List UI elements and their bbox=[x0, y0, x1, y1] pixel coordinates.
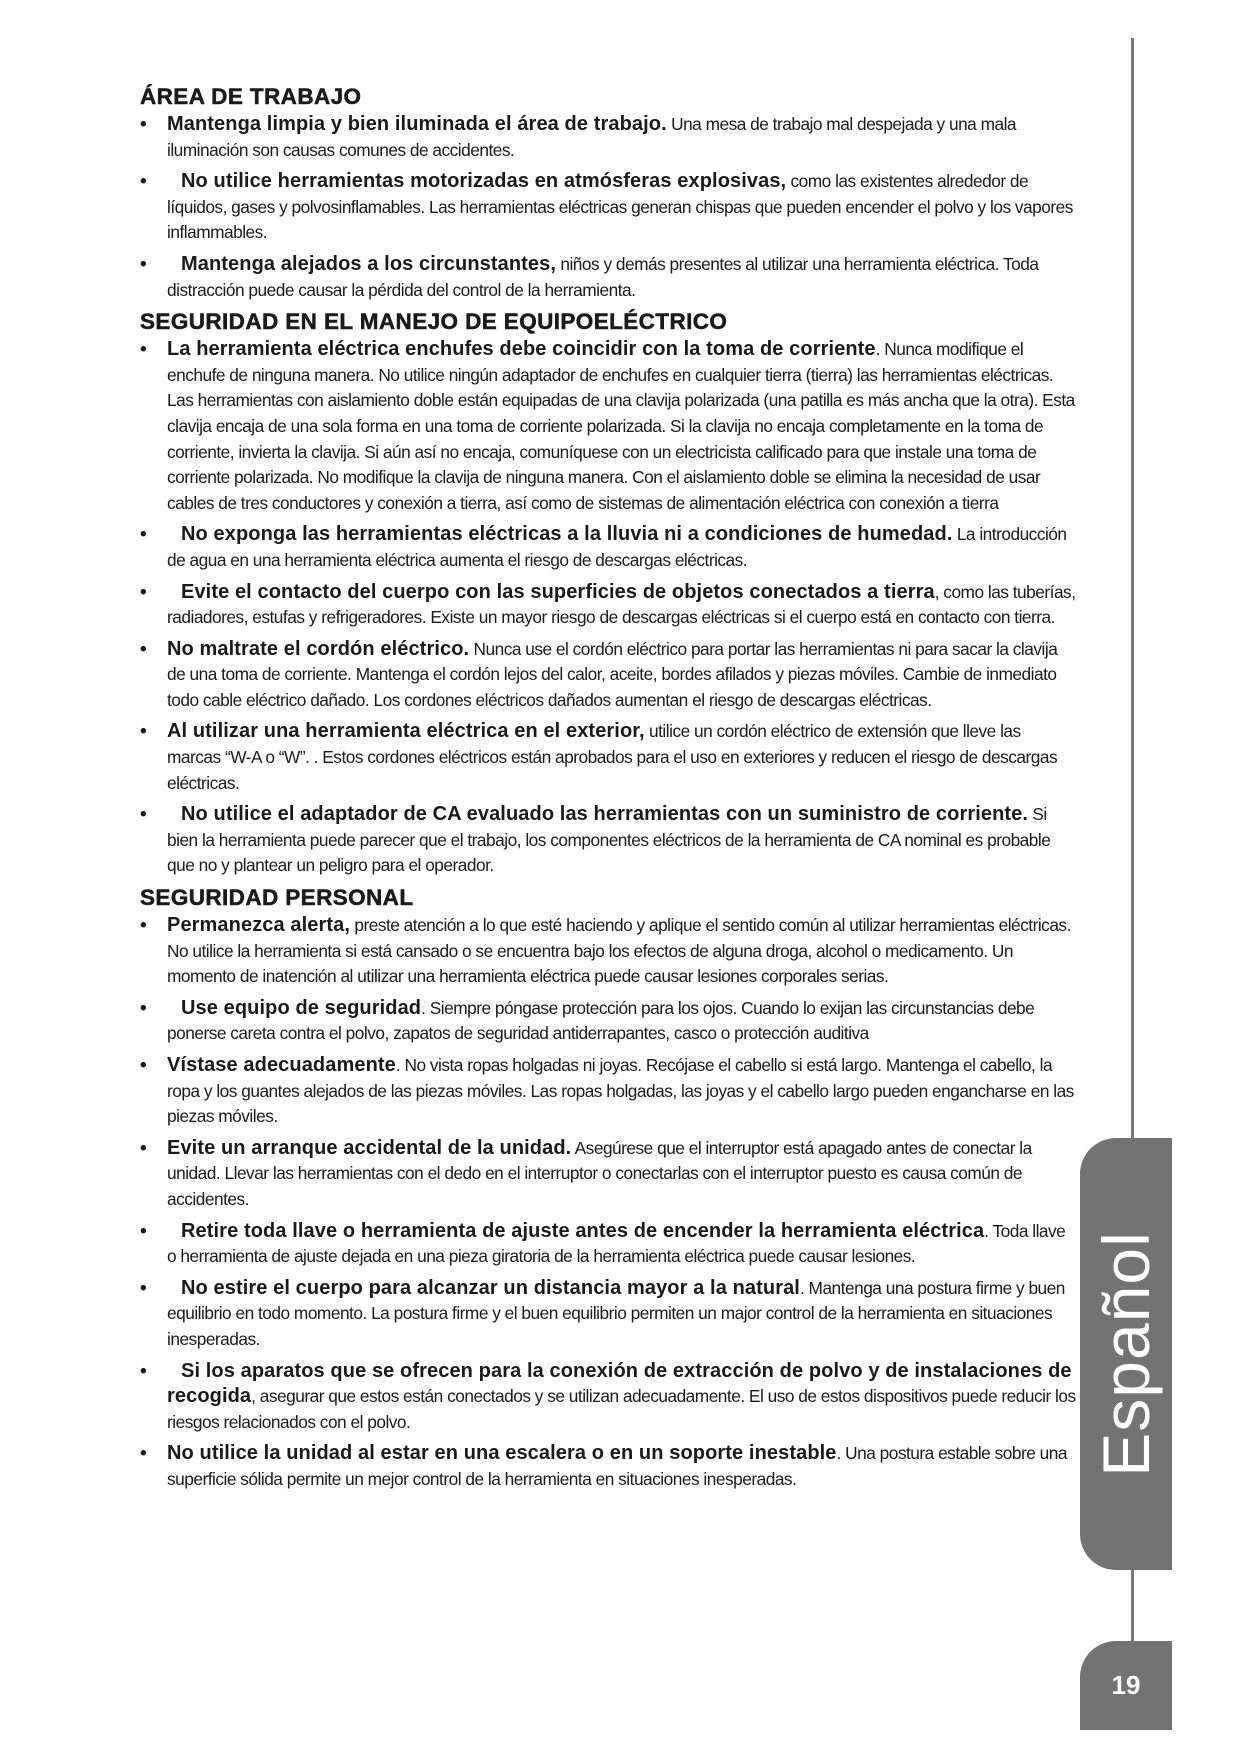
list-item bbox=[140, 996, 1078, 1047]
list-item bbox=[140, 1136, 1078, 1213]
item-body: niños y demás presentes al utilizar una herramienta eléctrica. Toda distracción puede causar la pérdida del control de la herramienta. bbox=[167, 253, 1039, 300]
item-lead: Mantenga alejados a los circunstantes, bbox=[181, 252, 557, 275]
item-body: Nunca use el cordón eléctrico para portar las herramientas ni para sacar la clavija de una toma de corriente. Mantenga el cordón lejos del calor, aceite, bordes afilados y piezas móviles. Cambie de inmediato todo cable eléctrico dañado. Los cordones eléctricos dañados aumentan el riesgo de descargas eléctricas. bbox=[167, 638, 1058, 710]
list-item bbox=[140, 802, 1078, 879]
list-item bbox=[140, 1219, 1078, 1270]
language-tab-label: Español bbox=[1089, 1231, 1163, 1477]
item-body: , como las tuberías, radiadores, estufas y refrigeradores. Existe un mayor riesgo de descargas eléctricas si el cuerpo está en contacto con tierra. bbox=[167, 581, 1076, 628]
list-item bbox=[140, 112, 1078, 163]
list-item bbox=[140, 1441, 1078, 1492]
section-heading: SEGURIDAD EN EL MANEJO DE EQUIPOELÉCTRICO bbox=[140, 309, 728, 335]
item-body: . Siempre póngase protección para los ojos. Cuando lo exijan las circunstancias debe ponerse careta contra el polvo, zapatos de seguridad antiderrapantes, casco o protección auditiva bbox=[167, 997, 1035, 1044]
document-body bbox=[140, 84, 1078, 1499]
item-body: preste atención a lo que esté haciendo y aplique el sentido común al utilizar herramientas eléctricas. No utilice la herramienta si está cansado o se encuentra bajo los efectos de alguna droga, alcohol o medicamento. Un momento de inatención al utilizar una herramienta eléctrica puede causar lesiones corporales serias. bbox=[167, 915, 1071, 987]
section-seguridad-personal bbox=[140, 885, 1078, 1492]
list-item bbox=[140, 1053, 1078, 1130]
section-seguridad-equipo-electrico bbox=[140, 309, 1078, 879]
list-item bbox=[140, 337, 1078, 516]
section-heading: SEGURIDAD PERSONAL bbox=[140, 885, 414, 911]
item-lead: No utilice herramientas motorizadas en atmósferas explosivas, bbox=[181, 170, 787, 193]
item-body: . No vista ropas holgadas ni joyas. Recójase el cabello si está largo. Mantenga el cabello, la ropa y los guantes alejados de las piezas móviles. Las ropas holgadas, las joyas y el cabello largo pueden engancharse en las piezas móviles. bbox=[167, 1055, 1074, 1127]
item-body: Si bien la herramienta puede parecer que el trabajo, los componentes eléctricos de la herramienta de CA nominal es probable que no y plantear un peligro para el operador. bbox=[167, 804, 1051, 876]
item-lead: Evite un arranque accidental de la unidad. bbox=[167, 1136, 572, 1159]
item-lead: No utilice el adaptador de CA evaluado las herramientas con un suministro de corriente. bbox=[181, 803, 1029, 826]
list-item bbox=[140, 913, 1078, 990]
item-body: Asegúrese que el interruptor está apagado antes de conectar la unidad. Llevar las herramientas con el dedo en el interruptor o conectarlas con el interruptor puesto es causa común de accidentes. bbox=[167, 1137, 1032, 1209]
item-lead: La herramienta eléctrica enchufes debe coincidir con la toma de corriente bbox=[167, 338, 876, 361]
item-body: como las existentes alrededor de líquidos, gases y polvosinflamables. Las herramientas eléctricas generan chispas que pueden encender el polvo y los vapores inflammables. bbox=[167, 171, 1073, 243]
item-lead: Mantenga limpia y bien iluminada el área de trabajo. bbox=[167, 113, 667, 135]
page-number-tab bbox=[1080, 1641, 1172, 1730]
list-item bbox=[140, 252, 1078, 303]
list-item bbox=[140, 719, 1078, 796]
item-lead: Vístase adecuadamente bbox=[167, 1054, 396, 1076]
page-number: 19 bbox=[1111, 1670, 1141, 1700]
item-lead: Retire toda llave o herramienta de ajuste antes de encender la herramienta eléctrica bbox=[181, 1219, 985, 1242]
item-body: La introducción de agua en una herramienta eléctrica aumenta el riesgo de descargas eléctricas. bbox=[167, 524, 1067, 570]
item-body: . Toda llave o herramienta de ajuste dejada en una pieza giratoria de la herramienta eléctrica puede causar lesiones. bbox=[167, 1220, 1066, 1267]
item-lead: No maltrate el cordón eléctrico. bbox=[167, 637, 470, 660]
item-lead: No utilice la unidad al estar en una escalera o en un soporte inestable bbox=[167, 1442, 837, 1465]
list-item bbox=[140, 522, 1078, 573]
item-body: Una mesa de trabajo mal despejada y una mala iluminación son causas comunes de accidentes. bbox=[167, 114, 1017, 160]
item-body: . Mantenga una postura firme y buen equilibrio en todo momento. La postura firme y el buen equilibrio permiten un major control de la herramienta en situaciones inesperadas. bbox=[167, 1277, 1065, 1349]
list-item bbox=[140, 1359, 1078, 1436]
list-item bbox=[140, 169, 1078, 246]
list-item bbox=[140, 637, 1078, 714]
item-lead: No exponga las herramientas eléctricas a la lluvia ni a condiciones de humedad. bbox=[181, 523, 953, 546]
item-body: . Nunca modifique el enchufe de ninguna manera. No utilice ningún adaptador de enchufes en cualquier tierra (tierra) las herramientas eléctricas. Las herramientas con aislamiento doble están equipadas de una clavija polarizada (una patilla es más ancha que la otra). Esta clavija encaja de una sola forma en una toma de corriente polarizada. Si la clavija no encaja completamente en la toma de corriente, invierta la clavija. Si aún así no encaja, comuníquese con un electricista calificado para que instale una toma de corriente polarizada. No modifique la clavija de ninguna manera. Con el aislamiento doble se elimina la necesidad de usar cables de tres conductores y conexión a tierra, así como de sistemas de alimentación eléctrica con conexión a tierra bbox=[167, 339, 1075, 513]
section-area-de-trabajo bbox=[140, 84, 1078, 303]
section-heading: ÁREA DE TRABAJO bbox=[140, 84, 362, 109]
item-lead: No estire el cuerpo para alcanzar un distancia mayor a la natural bbox=[181, 1276, 800, 1299]
item-body: , asegurar que estos están conectados y se utilizan adecuadamente. El uso de estos dispositivos puede reducir los riesgos relacionados con el polvo. bbox=[167, 1386, 1076, 1432]
item-lead: Si los aparatos que se ofrecen para la conexión de extracción de polvo y de instalaciones de recogida bbox=[167, 1359, 1072, 1408]
item-lead: Evite el contacto del cuerpo con las superficies de objetos conectados a tierra bbox=[181, 580, 935, 603]
list-item bbox=[140, 580, 1078, 631]
item-body: utilice un cordón eléctrico de extensión que lleve las marcas “W-A o “W”. . Estos cordones eléctricos están aprobados para el uso en exteriores y reducen el riesgo de descargas eléctricas. bbox=[167, 721, 1058, 793]
item-lead: Permanezca alerta, bbox=[167, 914, 351, 937]
list-item bbox=[140, 1276, 1078, 1353]
item-lead: Al utilizar una herramienta eléctrica en el exterior, bbox=[167, 720, 645, 743]
item-body: . Una postura estable sobre una superficie sólida permite un mejor control de la herramienta en situaciones inesperadas. bbox=[167, 1443, 1067, 1489]
item-lead: Use equipo de seguridad bbox=[181, 996, 422, 1019]
